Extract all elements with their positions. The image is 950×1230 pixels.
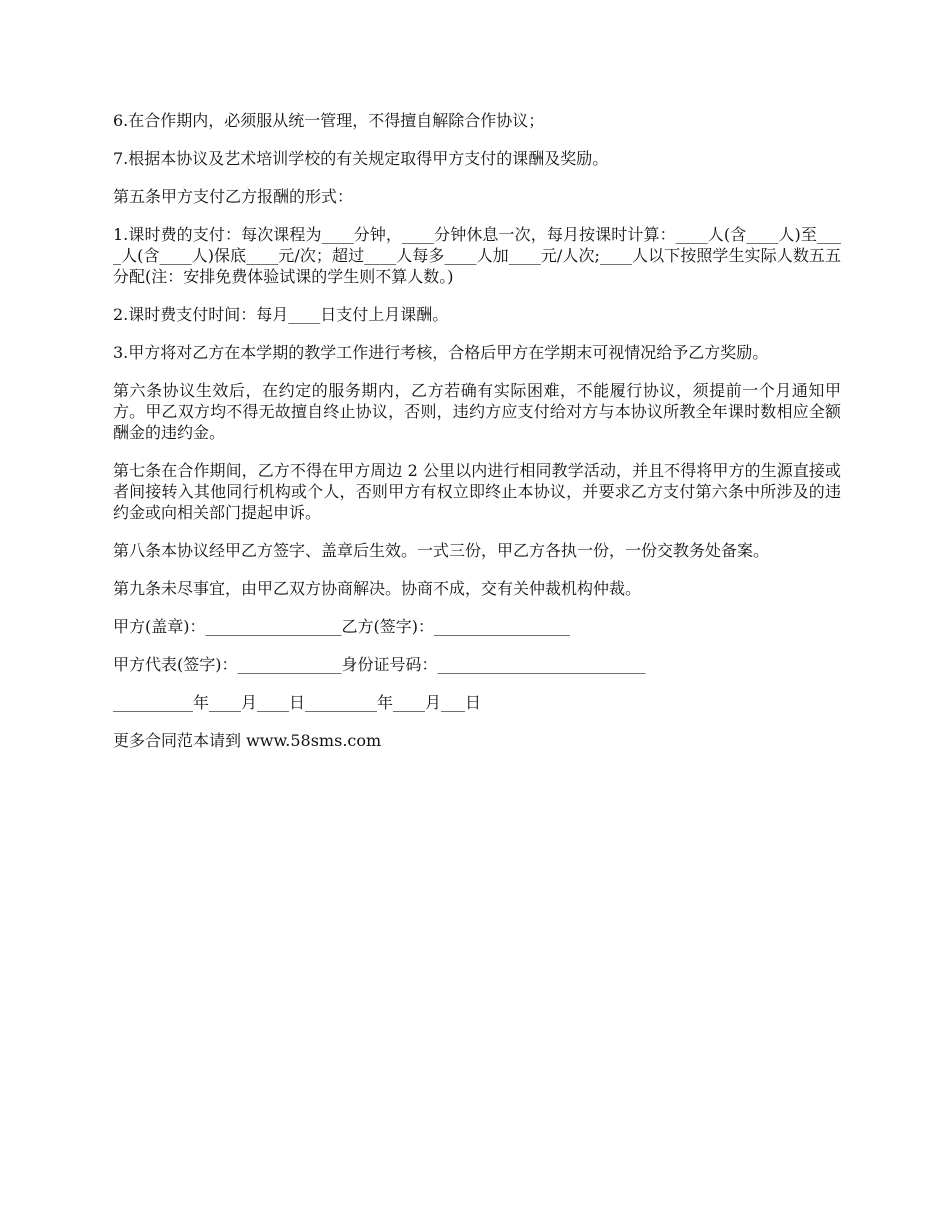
payment-time-paragraph: 2.课时费支付时间：每月____日支付上月课酬。 (113, 305, 449, 324)
signature-line-parties: 甲方(盖章)：_________________乙方(签字)：_________________ (113, 617, 570, 636)
clause-7-paragraph: 7.根据本协议及艺术培训学校的有关规定取得甲方支付的课酬及奖励。 (113, 149, 609, 168)
signature-line-representative: 甲方代表(签字)：_____________身份证号码：__________________________ (113, 655, 646, 674)
article-7-paragraph: 第七条在合作期间，乙方不得在甲方周边 2 公里以内进行相同教学活动，并且不得将甲方的生源直接或者间接转入其他同行机构或个人，否则甲方有权立即终止本协议，并要求乙方支付第六条中所涉及的违约金或向相关部门提起申诉。 (113, 461, 841, 522)
article-9-paragraph: 第九条未尽事宜，由甲乙双方协商解决。协商不成，交有关仲裁机构仲裁。 (113, 579, 642, 598)
clause-6-paragraph: 6.在合作期内，必须服从统一管理，不得擅自解除合作协议； (113, 111, 545, 130)
article-8-paragraph: 第八条本协议经甲乙方签字、盖章后生效。一式三份，甲乙方各执一份，一份交教务处备案。 (113, 541, 770, 560)
document-page (113, 110, 841, 768)
footer-link-text: 更多合同范本请到 www.58sms.com (113, 731, 382, 750)
article-5-heading: 第五条甲方支付乙方报酬的形式： (113, 187, 354, 206)
fee-payment-paragraph: 1.课时费的支付：每次课程为____分钟，____分钟休息一次，每月按课时计算：____人(含____人)至____人(含____人)保底____元/次；超过____人每多____人加____元/人次;____人以下按照学生实际人数五五分配(注：安排免费体验试课的学生则不算人数。) (113, 225, 841, 286)
date-line: __________年____月____日_________年____月___日 (113, 693, 482, 712)
assessment-paragraph: 3.甲方将对乙方在本学期的教学工作进行考核，合格后甲方在学期末可视情况给予乙方奖励。 (113, 343, 769, 362)
article-6-paragraph: 第六条协议生效后，在约定的服务期内，乙方若确有实际困难，不能履行协议，须提前一个月通知甲方。甲乙双方均不得无故擅自终止协议，否则，违约方应支付给对方与本协议所教全年课时数相应全额酬金的违约金。 (113, 381, 841, 442)
